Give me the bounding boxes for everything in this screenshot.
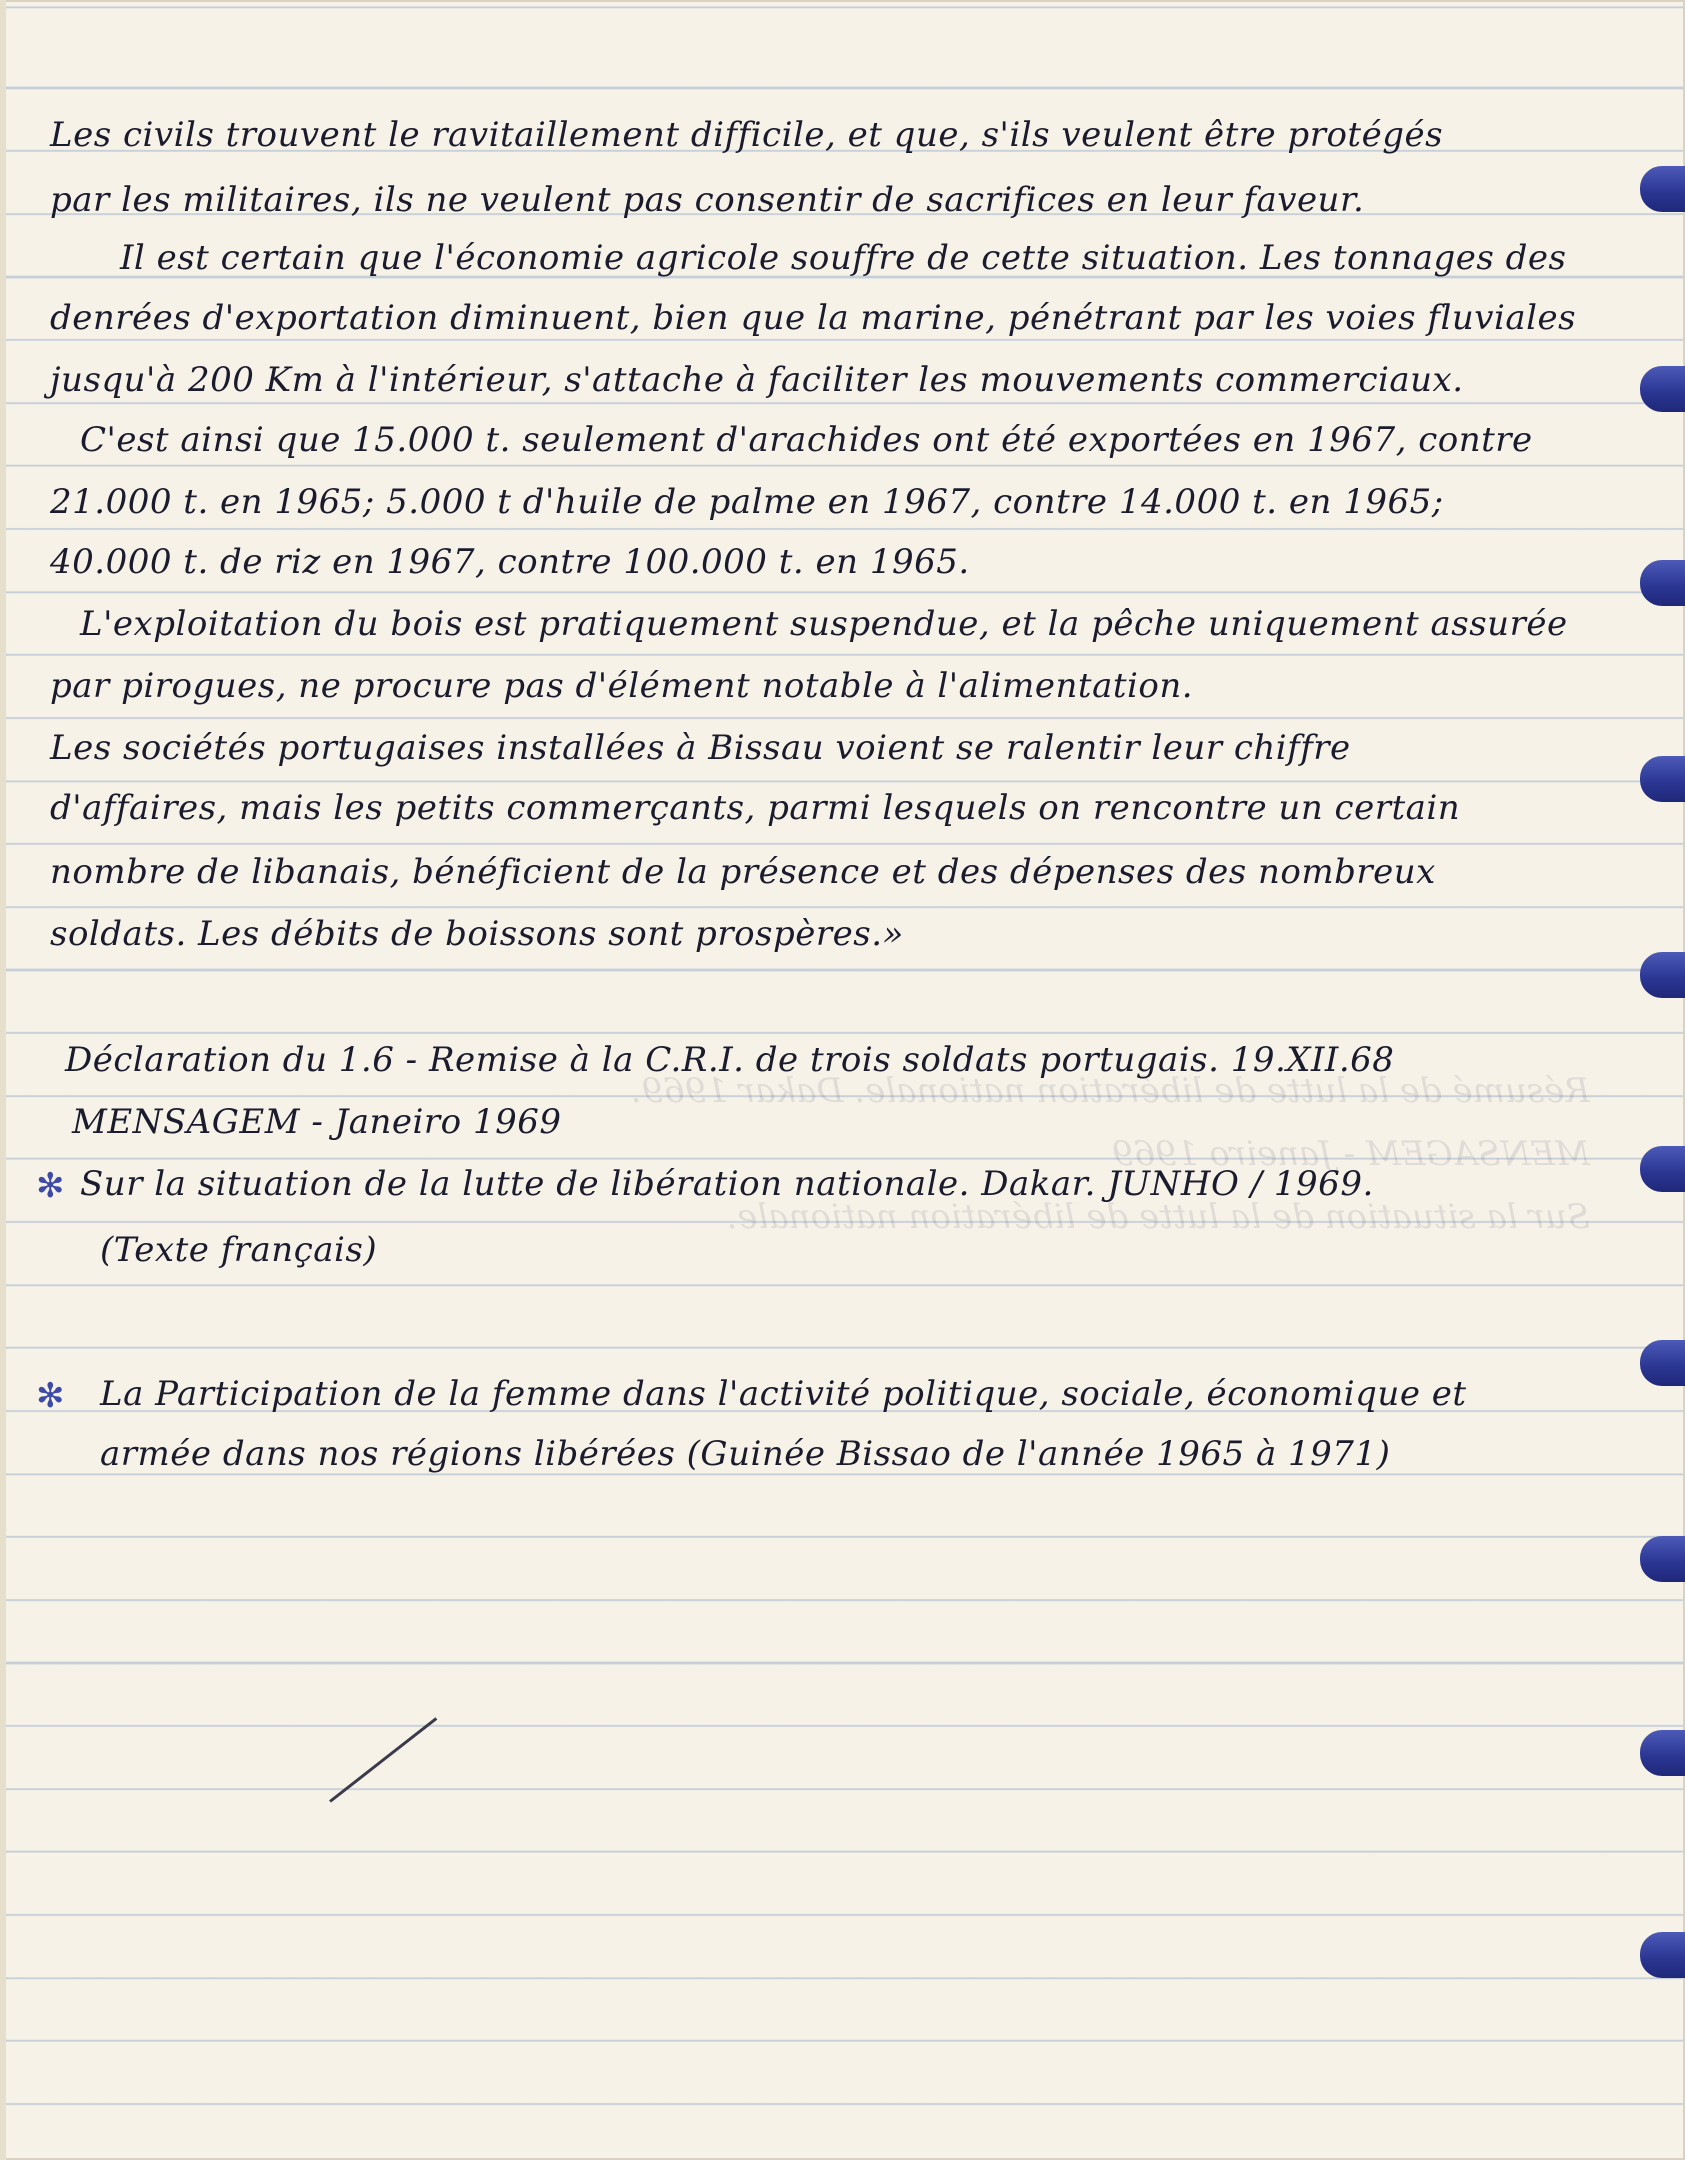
bleed-through-text <box>30 1060 1590 2120</box>
binder-ring <box>1640 756 1685 802</box>
ghost-line: Résumé de la lutte de libération nationale. Dakar 1969. <box>630 1071 1590 1111</box>
reference-line: Déclaration du 1.6 - Remise à la C.R.I. de trois soldats portugais. 19.XII.68 <box>65 1040 1395 1080</box>
binder-ring <box>1640 1730 1685 1776</box>
reference-line: MENSAGEM - Janeiro 1969 <box>72 1102 562 1142</box>
reference-line: (Texte français) <box>100 1230 378 1270</box>
binder-ring <box>1640 952 1685 998</box>
text-line: nombre de libanais, bénéficient de la présence et des dépenses des nombreux <box>50 852 1436 892</box>
text-line: L'exploitation du bois est pratiquement suspendue, et la pêche uniquement assurée <box>80 604 1568 644</box>
ghost-line: Sur la situation de la lutte de libération nationale. <box>726 1197 1590 1237</box>
asterisk-mark-icon: ✻ <box>36 1376 65 1416</box>
text-line: par les militaires, ils ne veulent pas consentir de sacrifices en leur faveur. <box>50 180 1365 220</box>
text-line: soldats. Les débits de boissons sont prospères.» <box>50 914 904 954</box>
reference-line: La Participation de la femme dans l'activité politique, sociale, économique et <box>100 1374 1467 1414</box>
reference-line: Sur la situation de la lutte de libération nationale. Dakar. JUNHO / 1969. <box>80 1164 1374 1204</box>
binder-ring <box>1640 560 1685 606</box>
text-line: par pirogues, ne procure pas d'élément notable à l'alimentation. <box>50 666 1194 706</box>
binder-ring <box>1640 166 1685 212</box>
binder-ring <box>1640 366 1685 412</box>
text-line: 21.000 t. en 1965; 5.000 t d'huile de palme en 1967, contre 14.000 t. en 1965; <box>50 482 1444 522</box>
binder-ring <box>1640 1340 1685 1386</box>
binder-ring <box>1640 1146 1685 1192</box>
text-line: d'affaires, mais les petits commerçants, parmi lesquels on rencontre un certain <box>50 788 1461 828</box>
binder-ring <box>1640 1932 1685 1978</box>
binder-ring <box>1640 1536 1685 1582</box>
text-line: denrées d'exportation diminuent, bien que la marine, pénétrant par les voies fluviales <box>50 298 1577 338</box>
reference-line: armée dans nos régions libérées (Guinée Bissao de l'année 1965 à 1971) <box>100 1434 1391 1474</box>
text-line: Les sociétés portugaises installées à Bissau voient se ralentir leur chiffre <box>50 728 1351 768</box>
text-line: jusqu'à 200 Km à l'intérieur, s'attache à faciliter les mouvements commerciaux. <box>50 360 1464 400</box>
text-line: Il est certain que l'économie agricole souffre de cette situation. Les tonnages des <box>120 238 1567 278</box>
ghost-line: MENSAGEM - Janeiro 1969 <box>1112 1134 1590 1174</box>
asterisk-mark-icon: ✻ <box>36 1166 65 1206</box>
text-line: C'est ainsi que 15.000 t. seulement d'arachides ont été exportées en 1967, contre <box>80 420 1533 460</box>
text-line: Les civils trouvent le ravitaillement difficile, et que, s'ils veulent être protégés <box>50 115 1444 155</box>
page-edge <box>0 0 6 2160</box>
text-line: 40.000 t. de riz en 1967, contre 100.000 t. en 1965. <box>50 542 970 582</box>
